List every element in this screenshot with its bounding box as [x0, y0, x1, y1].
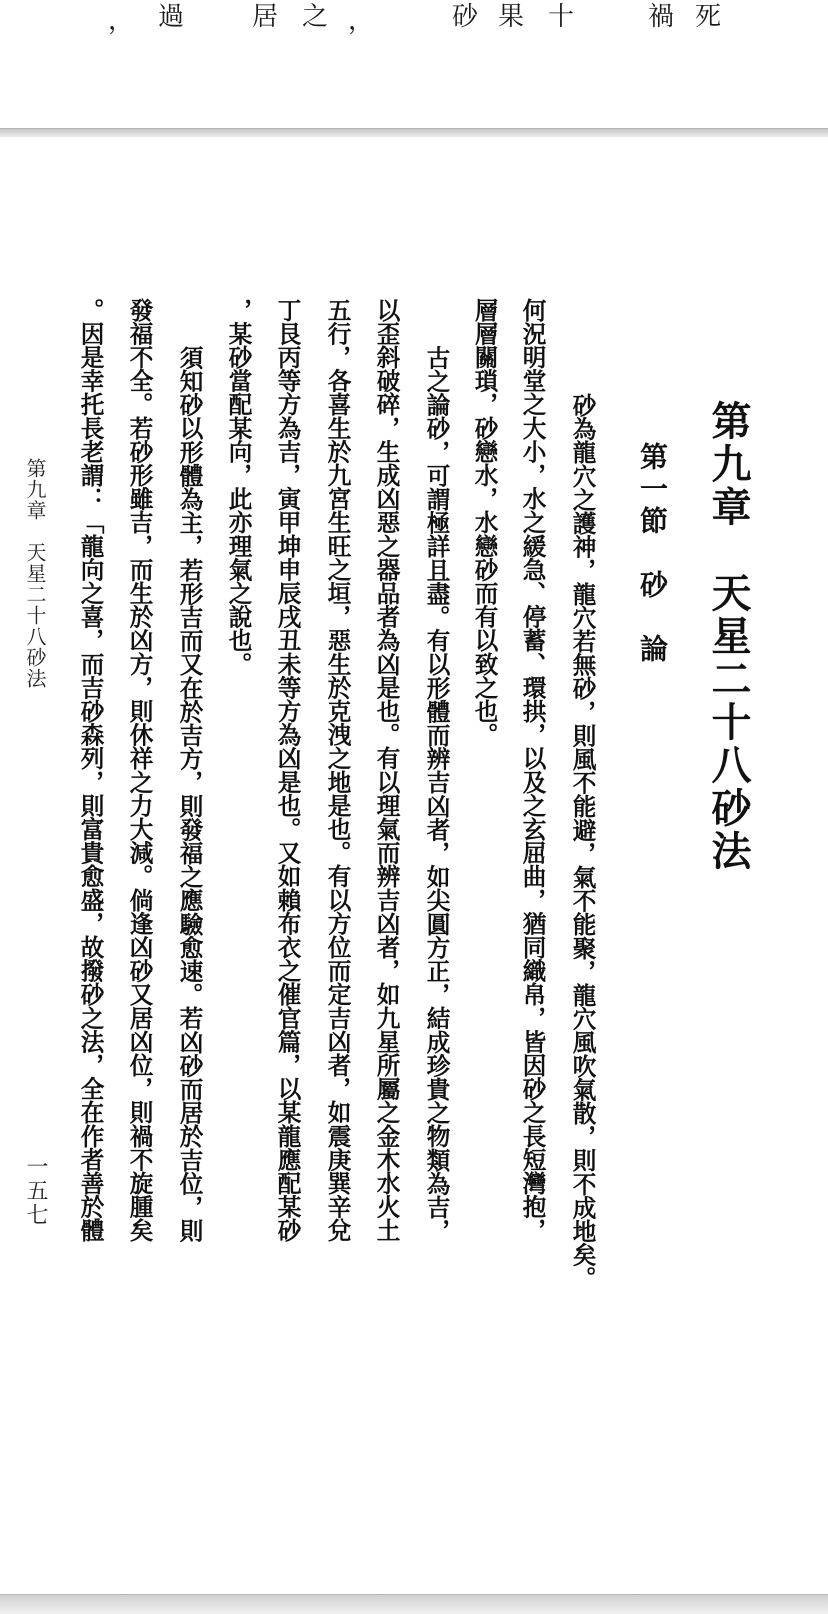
body-column-1: 砂為龍穴之護神，龍穴若無砂，則風不能避，氣不能聚，龍穴風吹氣散，則不成地矣。 [568, 346, 597, 1290]
prev-text-8: 居 [252, 2, 287, 32]
prev-text-1: 死 [695, 2, 730, 32]
body-column-11: 。因是幸托長老謂：「龍向之喜，而吉砂森列，則富貴愈盛，故撥砂之法，全在作者善於體 [76, 298, 105, 1242]
body-column-9: 須知砂以形體為主，若形吉而又在於吉方，則發福之應驗愈速。若凶砂而居於吉位，則 [175, 322, 204, 1243]
page-number: 一五七 [23, 1155, 48, 1227]
prev-text-9: 過 [158, 2, 193, 32]
chapter-title: 第九章 天星二十八砂法 [705, 400, 752, 873]
prev-text-7: 之 [302, 2, 337, 32]
prev-text-3: 十 [548, 2, 583, 32]
section-title: 第一節 砂 論 [636, 442, 669, 666]
running-head: 第九章 天星二十八砂法 [23, 458, 47, 689]
prev-text-2: 禍 [648, 2, 683, 32]
prev-text-4: 果 [498, 2, 533, 32]
prev-text-10: ， [108, 6, 143, 36]
body-column-10: 發福不全。若砂形雖吉，而生於凶方，則休祥之力大減。倘逢凶砂又居凶位，則禍不旋腫矣 [125, 298, 154, 1242]
body-column-4: 古之論砂，可謂極詳且盡。有以形體而辨吉凶者，如尖圓方正，結成珍貴之物類為吉， [422, 322, 451, 1243]
previous-page-fragment [0, 0, 828, 128]
page-separator-top [0, 128, 828, 137]
page-separator-bottom [0, 1594, 828, 1614]
body-column-2: 何況明堂之大小，水之緩急、停蓄、環拱，以及之玄屈曲，猶同織帛，皆因砂之長短灣抱， [518, 298, 547, 1242]
body-column-6: 五行，各喜生於九宮生旺之垣，惡生於克洩之地是也。有以方位而定吉凶者，如震庚巽辛兌 [323, 298, 352, 1242]
body-column-7: 丁艮丙等方為吉，寅甲坤申辰戌丑未等方為凶是也。又如賴布衣之催官篇，以某龍應配某砂 [273, 298, 302, 1242]
body-column-5: 以歪斜破碎，生成凶惡之器品者為凶是也。有以理氣而辨吉凶者，如九星所屬之金木水火土 [372, 298, 401, 1242]
prev-text-6: ， [348, 6, 383, 36]
prev-text-5: 砂 [452, 2, 487, 32]
body-column-3: 層層關瑣，砂戀水，水戀砂而有以致之也。 [470, 298, 499, 747]
body-column-8: ，某砂當配某向，此亦理氣之說也。 [224, 298, 253, 676]
